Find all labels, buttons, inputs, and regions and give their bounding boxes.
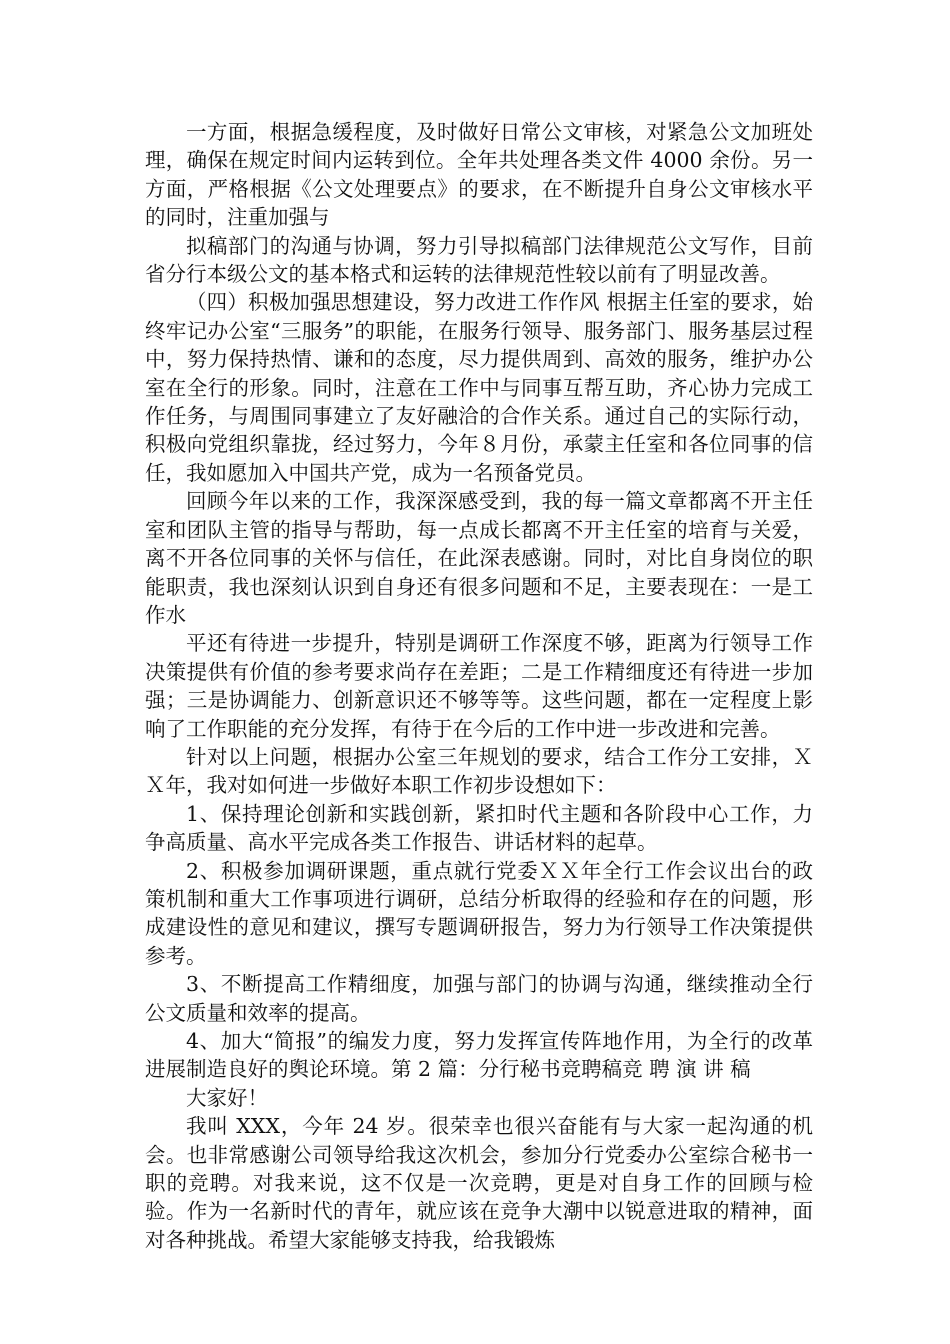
paragraph-9: 3、不断提高工作精细度，加强与部门的协调与沟通，继续推动全行公文质量和效率的提高。 (145, 972, 813, 1025)
document-page (145, 118, 813, 1254)
paragraph-1: 一方面，根据急缓程度，及时做好日常公文审核，对紧急公文加班处理，确保在规定时间内运转到位。全年共处理各类文件 4000 余份。另一方面，严格根据《公文处理要点》的要求，在不断提升自身公文审核水平的同时，注重加强与 (145, 120, 813, 230)
paragraph-12: 我叫 XXX，今年 24 岁。很荣幸也很兴奋能有与大家一起沟通的机会。也非常感谢公司领导给我这次机会，参加分行党委办公室综合秘书一职的竞聘。对我来说，这不仅是一次竞聘，更是对自身工作的回顾与检验。作为一名新时代的青年，就应该在竞争大潮中以锐意进取的精神，面对各种挑战。希望大家能够支持我，给我锻炼 (145, 1114, 813, 1252)
greeting: 大家好！ (186, 1085, 268, 1110)
paragraph-2: 拟稿部门的沟通与协调，努力引导拟稿部门法律规范公文写作，目前省分行本级公文的基本格式和运转的法律规范性较以前有了明显改善。 (145, 233, 813, 287)
paragraph-4: 回顾今年以来的工作，我深深感受到，我的每一篇文章都离不开主任室和团队主管的指导与帮助，每一点成长都离不开主任室的培育与关爱，离不开各位同事的关怀与信任，在此深表感谢。同时，对比自身岗位的职能职责，我也深刻认识到自身还有很多问题和不足，主要表现在：一是工作水 (145, 489, 813, 627)
paragraph-10: 4、加大“简报”的编发力度，努力发挥宣传阵地作用，为全行的改革进展制造良好的舆论环境。第 2 篇：分行秘书竞聘稿竞 聘 演 讲 稿 (145, 1029, 813, 1082)
paragraph-8: 2、积极参加调研课题，重点就行党委ＸＸ年全行工作会议出台的政策机制和重大工作事项进行调研，总结分析取得的经验和存在的问题，形成建设性的意见和建议，撰写专题调研报告，努力为行领导工作决策提供参考。 (145, 858, 813, 968)
paragraph-3: （四）积极加强思想建设，努力改进工作作风 根据主任室的要求，始终牢记办公室“三服务”的职能，在服务行领导、服务部门、服务基层过程中，努力保持热情、谦和的态度，尽力提供周到、高效的服务，维护办公室在全行的形象。同时，注意在工作中与同事互帮互助，齐心协力完成工作任务，与周围同事建立了友好融洽的合作关系。通过自己的实际行动，积极向党组织靠拢，经过努力，今年８月份，承蒙主任室和各位同事的信任，我如愿加入中国共产党，成为一名预备党员。 (145, 290, 813, 485)
paragraph-7: 1、保持理论创新和实践创新，紧扣时代主题和各阶段中心工作，力争高质量、高水平完成各类工作报告、讲话材料的起草。 (145, 801, 813, 855)
paragraph-5: 平还有待进一步提升，特别是调研工作深度不够，距离为行领导工作决策提供有价值的参考要求尚存在差距；二是工作精细度还有待进一步加强；三是协调能力、创新意识还不够等等。这些问题，都在一定程度上影响了工作职能的充分发挥，有待于在今后的工作中进一步改进和完善。 (145, 631, 813, 741)
paragraph-6: 针对以上问题，根据办公室三年规划的要求，结合工作分工安排，ＸＸ年，我对如何进一步做好本职工作初步设想如下： (145, 744, 813, 798)
